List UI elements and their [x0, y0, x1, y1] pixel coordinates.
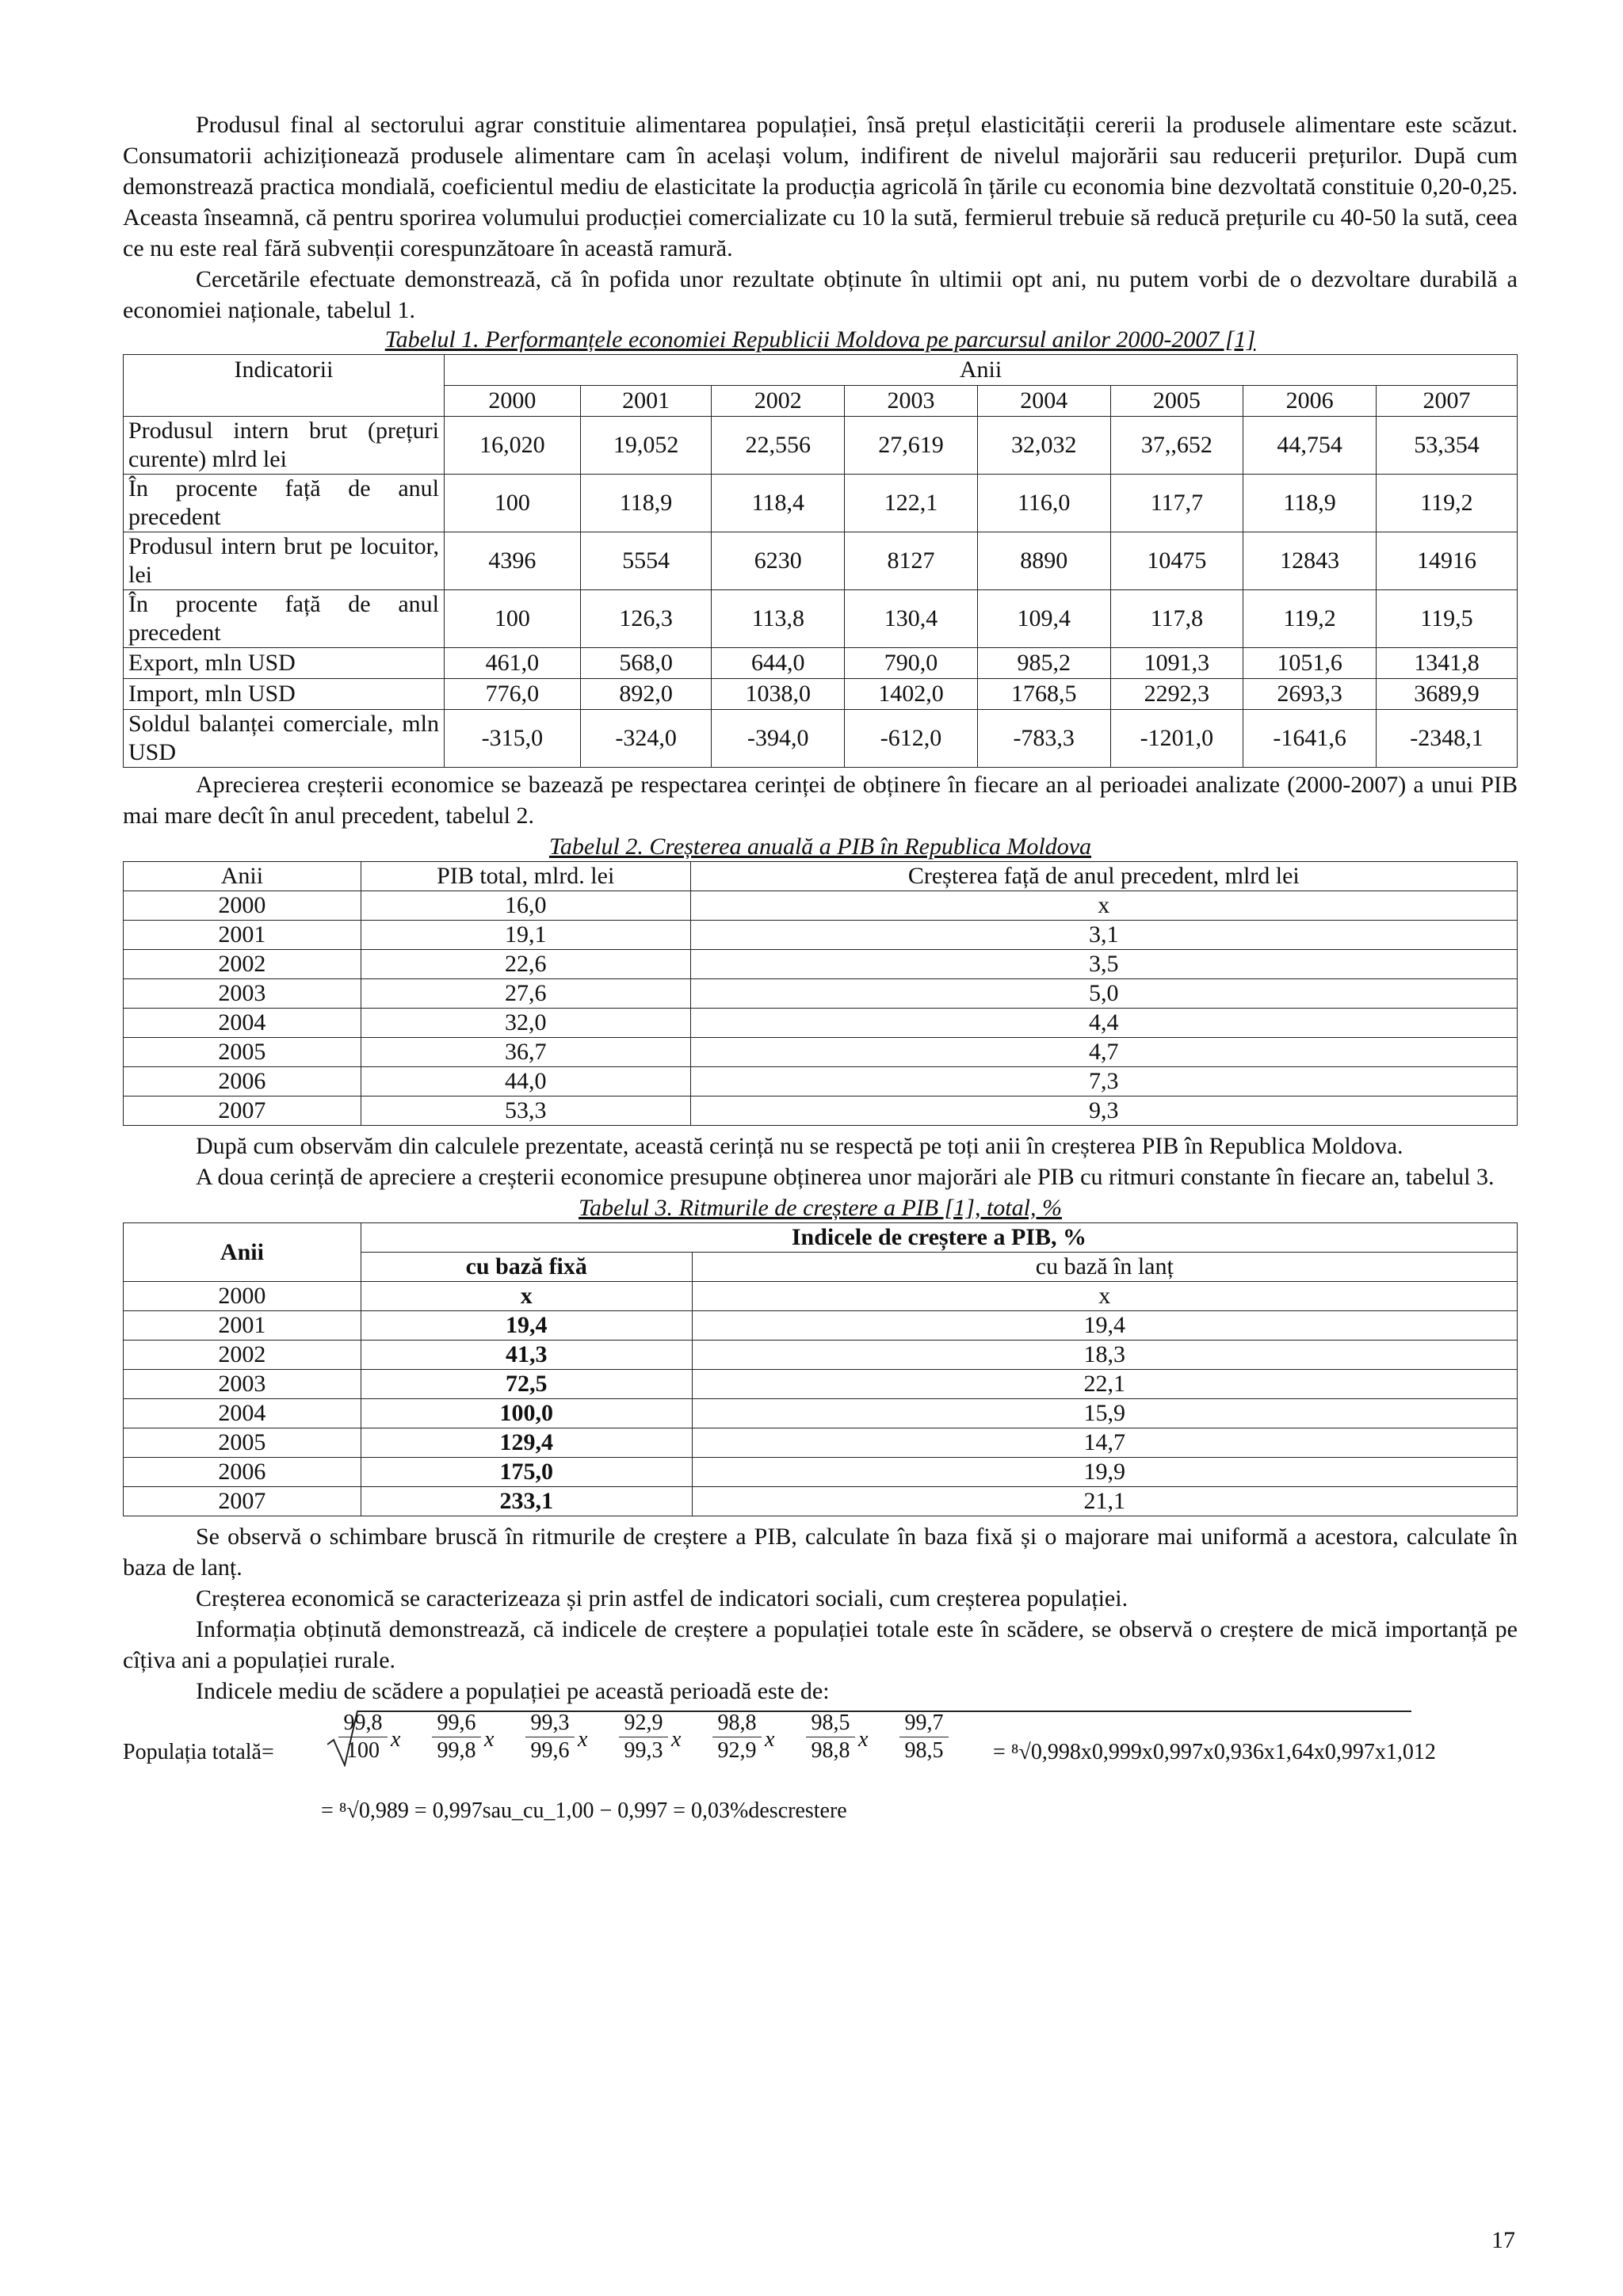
table3-fixed-value: x [361, 1282, 692, 1311]
table-row [124, 1311, 1518, 1341]
table1-row-label: În procente față de anul precedent [124, 590, 445, 648]
paragraph: Creșterea economică se caracterizeaza și prin astfel de indicatori sociali, cum creșterea populației. [196, 1585, 1128, 1611]
table-row [124, 950, 1518, 979]
paragraph: Cercetările efectuate demonstrează, că în pofida unor rezultate obținute în ultimii opt ani, nu putem vorbi de o dezvoltare durabilă a economiei naționale, tabelul 1. [123, 266, 1518, 323]
formula-fraction [338, 1710, 388, 1764]
table2-cell: 2000 [124, 891, 361, 921]
table1-cell: -394,0 [712, 710, 845, 768]
table3-header-group: Indicele de creștere a PIB, % [361, 1223, 1517, 1253]
table1-cell: 130,4 [845, 590, 978, 648]
table3-header-fixed: cu bază fixă [361, 1253, 692, 1282]
multiply-sign: x [765, 1727, 775, 1752]
table-row [124, 1067, 1518, 1097]
table2-cell: 7,3 [690, 1067, 1517, 1097]
table2-header: Anii [124, 862, 361, 891]
fraction-denominator: 100 [346, 1738, 380, 1763]
paragraph: A doua cerință de apreciere a creșterii economice presupune obținerea unor majorări ale PIB cu ritmuri constante în fiecare an, tabelul 3. [196, 1164, 1495, 1190]
page-number: 17 [1491, 2227, 1515, 2253]
table1-cell: 10475 [1110, 532, 1243, 590]
table1-row-label: Export, mln USD [124, 648, 445, 679]
table1-cell: 2693,3 [1243, 679, 1377, 710]
table1-cell: 100 [444, 475, 580, 532]
table1-row-label: În procente față de anul precedent [124, 475, 445, 532]
table3-chain-value: 14,7 [692, 1428, 1517, 1458]
table1-cell: 118,9 [580, 475, 712, 532]
fraction-numerator: 99,3 [525, 1710, 575, 1737]
table1-year-header: 2007 [1376, 386, 1517, 417]
table1-cell: 118,9 [1243, 475, 1377, 532]
table1-year-header: 2002 [712, 386, 845, 417]
table-row [124, 648, 1518, 679]
paragraph: Aprecierea creșterii economice se bazează pe respectarea cerinței de obținere în fiecare an al perioadei analizate (2000-2007) a unui PIB mai mare decît în anul precedent, tabelul 2. [123, 772, 1518, 829]
table3-year: 2003 [124, 1370, 361, 1399]
table-row [124, 891, 1518, 921]
table1-year-header: 2000 [444, 386, 580, 417]
table1-cell: 1051,6 [1243, 648, 1377, 679]
formula-fraction [806, 1710, 855, 1764]
table-row [124, 1458, 1518, 1487]
table3-fixed-value: 100,0 [361, 1399, 692, 1428]
table2-cell: 22,6 [361, 950, 690, 979]
formula-fraction [712, 1710, 762, 1764]
table1-year-header: 2006 [1243, 386, 1377, 417]
table1-header-years: Anii [444, 355, 1517, 386]
table-row [124, 417, 1518, 475]
table1-cell: 116,0 [977, 475, 1110, 532]
formula-fraction [432, 1710, 481, 1764]
table1-row-label: Import, mln USD [124, 679, 445, 710]
table1-cell: 37,,652 [1110, 417, 1243, 475]
table1-cell: 117,8 [1110, 590, 1243, 648]
table2-cell: 32,0 [361, 1009, 690, 1038]
table-row [124, 532, 1518, 590]
table1-cell: 119,5 [1376, 590, 1517, 648]
table3-chain-value: 22,1 [692, 1370, 1517, 1399]
table1-cell: 6230 [712, 532, 845, 590]
table2-cell: 2007 [124, 1097, 361, 1126]
page-content [123, 109, 1518, 1821]
table2-cell: 2006 [124, 1067, 361, 1097]
table1-cell: -783,3 [977, 710, 1110, 768]
table3-chain-value: 15,9 [692, 1399, 1517, 1428]
table2-cell: 3,5 [690, 950, 1517, 979]
table1-cell: 985,2 [977, 648, 1110, 679]
table-row [124, 1097, 1518, 1126]
table1-cell: 892,0 [580, 679, 712, 710]
multiply-sign: x [391, 1727, 401, 1752]
table3-chain-value: 21,1 [692, 1487, 1517, 1516]
table-row [124, 710, 1518, 768]
table1-cell: -1641,6 [1243, 710, 1377, 768]
paragraph: Indicele mediu de scădere a populației pe această perioadă este de: [196, 1678, 830, 1704]
table2-cell: 4,7 [690, 1038, 1517, 1067]
table-row [124, 1370, 1518, 1399]
fraction-numerator: 98,8 [712, 1710, 762, 1737]
table2-cell: x [690, 891, 1517, 921]
table1-cell: 119,2 [1243, 590, 1377, 648]
table-row [124, 1399, 1518, 1428]
table1-cell: 122,1 [845, 475, 978, 532]
table-row [124, 1038, 1518, 1067]
table3-fixed-value: 19,4 [361, 1311, 692, 1341]
table2-cell: 2005 [124, 1038, 361, 1067]
table-row [124, 590, 1518, 648]
table2-cell: 3,1 [690, 921, 1517, 950]
table3-year: 2000 [124, 1282, 361, 1311]
fraction-denominator: 98,5 [904, 1738, 944, 1763]
formula-label: Populația totală= [123, 1740, 274, 1764]
table2-cell: 36,7 [361, 1038, 690, 1067]
table1-cell: 1038,0 [712, 679, 845, 710]
table3-year: 2002 [124, 1341, 361, 1370]
table1-cell: 4396 [444, 532, 580, 590]
table-row [124, 1009, 1518, 1038]
fraction-denominator: 99,3 [624, 1738, 663, 1763]
table1-cell: 109,4 [977, 590, 1110, 648]
table1-cell: 53,354 [1376, 417, 1517, 475]
table3-chain-value: 18,3 [692, 1341, 1517, 1370]
formula-result: = ⁸√0,989 = 0,997sau_cu_1,00 − 0,997 = 0,03%descrestere [321, 1798, 847, 1823]
table1-cell: 1768,5 [977, 679, 1110, 710]
table3-year: 2004 [124, 1399, 361, 1428]
table2-header: Creșterea față de anul precedent, mlrd lei [690, 862, 1517, 891]
formula-root-expression: = ⁸√0,998x0,999x0,997x0,936x1,64x0,997x1,012 [993, 1740, 1436, 1764]
fraction-denominator: 99,8 [437, 1738, 476, 1763]
table1-cell: 644,0 [712, 648, 845, 679]
table2-cell: 2004 [124, 1009, 361, 1038]
table2-cell: 53,3 [361, 1097, 690, 1126]
table-row [124, 475, 1518, 532]
table1-cell: 113,8 [712, 590, 845, 648]
table-row [124, 979, 1518, 1009]
table1-row-label: Produsul intern brut pe locuitor, lei [124, 532, 445, 590]
fraction-numerator: 99,7 [899, 1710, 949, 1737]
table2-cell: 2002 [124, 950, 361, 979]
fraction-denominator: 92,9 [717, 1738, 757, 1763]
fraction-numerator: 92,9 [619, 1710, 668, 1737]
table1-cell: 119,2 [1376, 475, 1517, 532]
table2-cell: 9,3 [690, 1097, 1517, 1126]
table1-cell: 14916 [1376, 532, 1517, 590]
table3 [123, 1222, 1518, 1516]
table1-cell: 44,754 [1243, 417, 1377, 475]
table3-chain-value: x [692, 1282, 1517, 1311]
table1-cell: 461,0 [444, 648, 580, 679]
table1-cell: 32,032 [977, 417, 1110, 475]
table-row [124, 1487, 1518, 1516]
table2-cell: 2001 [124, 921, 361, 950]
table1-year-header: 2003 [845, 386, 978, 417]
fraction-denominator: 99,6 [530, 1738, 570, 1763]
table2-caption: Tabelul 2. Creșterea anuală a PIB în Republica Moldova [548, 833, 1092, 860]
table1-cell: 2292,3 [1110, 679, 1243, 710]
table2 [123, 861, 1518, 1126]
table1-cell: -612,0 [845, 710, 978, 768]
table1-cell: 19,052 [580, 417, 712, 475]
table2-cell: 44,0 [361, 1067, 690, 1097]
paragraph: Produsul final al sectorului agrar constituie alimentarea populației, însă prețul elasticității cererii la produsele alimentare este scăzut. Consumatorii achiziționează produsele alimentare cam în același volum, indifirent de nivelul majorării sau reducerii prețurilor. După cum demonstrează practica mondială, coeficientul mediu de elasticitate la producția agricolă în țările cu economia bine dezvoltată constituie 0,20-0,25. Aceasta înseamnă, că pentru sporirea volumului producției comercializate cu 10 la sută, fermierul trebuie să reducă prețurile cu 40-50 la sută, ceea ce nu este real fără subvenții corespunzătoare în această ramură. [123, 112, 1518, 261]
multiply-sign: x [484, 1727, 495, 1752]
table1-cell: 100 [444, 590, 580, 648]
table3-chain-value: 19,9 [692, 1458, 1517, 1487]
table1-year-header: 2005 [1110, 386, 1243, 417]
table1-year-header: 2004 [977, 386, 1110, 417]
table2-cell: 16,0 [361, 891, 690, 921]
table1-cell: -315,0 [444, 710, 580, 768]
table2-cell: 4,4 [690, 1009, 1517, 1038]
table1-cell: 776,0 [444, 679, 580, 710]
multiply-sign: x [578, 1727, 588, 1752]
table1-cell: 790,0 [845, 648, 978, 679]
table1-cell: 1091,3 [1110, 648, 1243, 679]
table3-year: 2001 [124, 1311, 361, 1341]
paragraph: Informația obținută demonstrează, că indicele de creștere a populației totale este în scădere, se observă o creștere de mică importanță pe cîțiva ani a populației rurale. [123, 1616, 1518, 1673]
table-row [124, 921, 1518, 950]
table1-cell: 126,3 [580, 590, 712, 648]
table1-row-label: Produsul intern brut (prețuri curente) mlrd lei [124, 417, 445, 475]
table3-header-chain: cu bază în lanț [692, 1253, 1517, 1282]
table3-chain-value: 19,4 [692, 1311, 1517, 1341]
table1-cell: 117,7 [1110, 475, 1243, 532]
fraction-numerator: 99,8 [338, 1710, 388, 1737]
table3-fixed-value: 129,4 [361, 1428, 692, 1458]
table1-cell: 12843 [1243, 532, 1377, 590]
table1-cell: 27,619 [845, 417, 978, 475]
table1-cell: 8890 [977, 532, 1110, 590]
table3-year: 2005 [124, 1428, 361, 1458]
paragraph: După cum observăm din calculele prezentate, această cerință nu se respectă pe toți anii în creșterea PIB în Republica Moldova. [196, 1133, 1403, 1159]
table1-cell: 16,020 [444, 417, 580, 475]
table3-year: 2006 [124, 1458, 361, 1487]
table1-cell: -324,0 [580, 710, 712, 768]
table1-cell: -2348,1 [1376, 710, 1517, 768]
multiply-sign: x [858, 1727, 869, 1752]
table-row [124, 679, 1518, 710]
table2-header-row [124, 862, 1518, 891]
table1-caption: Tabelul 1. Performanțele economiei Republicii Moldova pe parcursul anilor 2000-2007 [1] [384, 326, 1256, 353]
fraction-numerator: 99,6 [432, 1710, 481, 1737]
multiply-sign: x [671, 1727, 682, 1752]
table-row [124, 1341, 1518, 1370]
table1-cell: -1201,0 [1110, 710, 1243, 768]
table1-cell: 1341,8 [1376, 648, 1517, 679]
table1-cell: 3689,9 [1376, 679, 1517, 710]
table3-fixed-value: 233,1 [361, 1487, 692, 1516]
fraction-denominator: 98,8 [811, 1738, 850, 1763]
fraction-numerator: 98,5 [806, 1710, 855, 1737]
table1-header-indicators: Indicatorii [124, 355, 445, 417]
table-row [124, 1282, 1518, 1311]
table3-fixed-value: 175,0 [361, 1458, 692, 1487]
table1-cell: 8127 [845, 532, 978, 590]
table2-header: PIB total, mlrd. lei [361, 862, 690, 891]
table1-cell: 22,556 [712, 417, 845, 475]
table3-caption: Tabelul 3. Ritmurile de creștere a PIB [1], total, % [579, 1195, 1062, 1221]
table1-cell: 5554 [580, 532, 712, 590]
table1-cell: 118,4 [712, 475, 845, 532]
table1-year-header: 2001 [580, 386, 712, 417]
table3-fixed-value: 41,3 [361, 1341, 692, 1370]
formula-fraction [899, 1710, 949, 1764]
paragraph: Se observă o schimbare bruscă în ritmurile de creștere a PIB, calculate în baza fixă și o majorare mai uniformă a acestora, calculate în baza de lanț. [123, 1524, 1518, 1581]
table1-cell: 1402,0 [845, 679, 978, 710]
table1-row-label: Soldul balanței comerciale, mln USD [124, 710, 445, 768]
population-formula [123, 1710, 1518, 1821]
table-row [124, 1428, 1518, 1458]
table3-header-years: Anii [124, 1223, 361, 1282]
table2-cell: 5,0 [690, 979, 1517, 1009]
formula-fraction [525, 1710, 575, 1764]
table3-fixed-value: 72,5 [361, 1370, 692, 1399]
table2-cell: 2003 [124, 979, 361, 1009]
table2-cell: 19,1 [361, 921, 690, 950]
table1 [123, 354, 1518, 768]
table2-cell: 27,6 [361, 979, 690, 1009]
table1-cell: 568,0 [580, 648, 712, 679]
formula-fraction [619, 1710, 668, 1764]
table3-year: 2007 [124, 1487, 361, 1516]
